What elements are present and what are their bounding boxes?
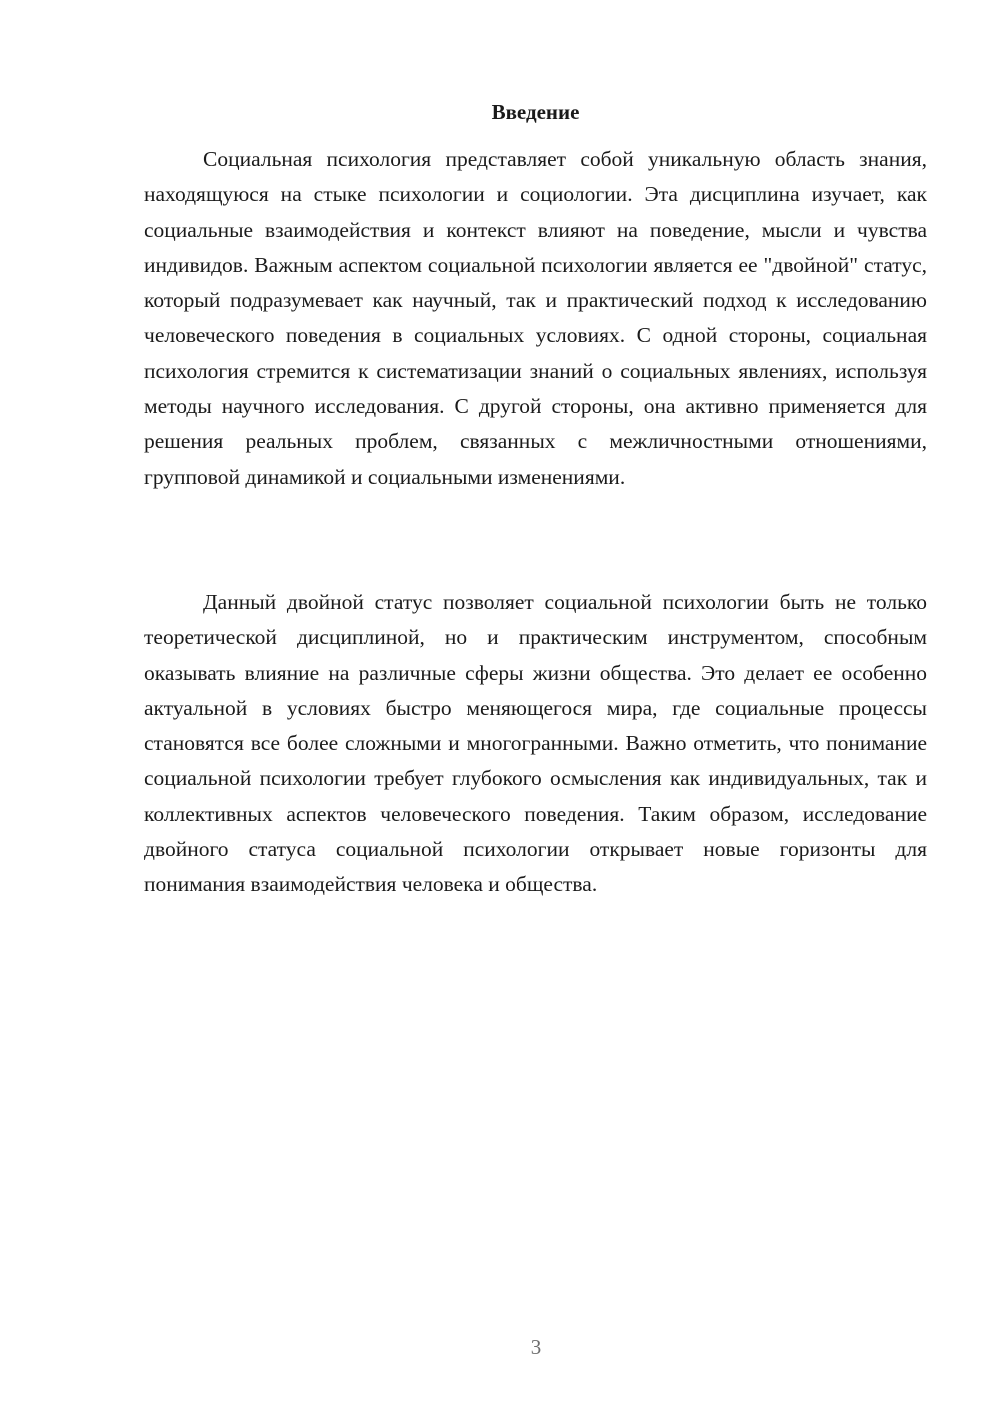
paragraph-intro: Социальная психология представляет собой уникальную область знания, находящуюся на стыке психологии и социологии. Эта дисциплина изучает, как социальные взаимодействия и контекст влияют на поведение, мысли и чувства индивидов. Важным аспектом социальной психологии является ее "двойной" статус, который подразумевает как научный, так и практический подход к исследованию человеческого поведения в социальных условиях. С одной стороны, социальная психология стремится к систематизации знаний о социальных явлениях, используя методы научного исследования. С другой стороны, она активно применяется для решения реальных проблем, связанных с межличностными отношениями, групповой динамикой и социальными изменениями. bbox=[144, 147, 927, 489]
page-title: Введение bbox=[491, 100, 580, 124]
page-number: 3 bbox=[530, 1335, 542, 1359]
paragraph-dual-status: Данный двойной статус позволяет социальной психологии быть не только теоретической дисциплиной, но и практическим инструментом, способным оказывать влияние на различные сферы жизни общества. Это делает ее особенно актуальной в условиях быстро меняющегося мира, где социальные процессы становятся все более сложными и многогранными. Важно отметить, что понимание социальной психологии требует глубокого осмысления как индивидуальных, так и коллективных аспектов человеческого поведения. Таким образом, исследование двойного статуса социальной психологии открывает новые горизонты для понимания взаимодействия человека и общества. bbox=[144, 590, 927, 897]
